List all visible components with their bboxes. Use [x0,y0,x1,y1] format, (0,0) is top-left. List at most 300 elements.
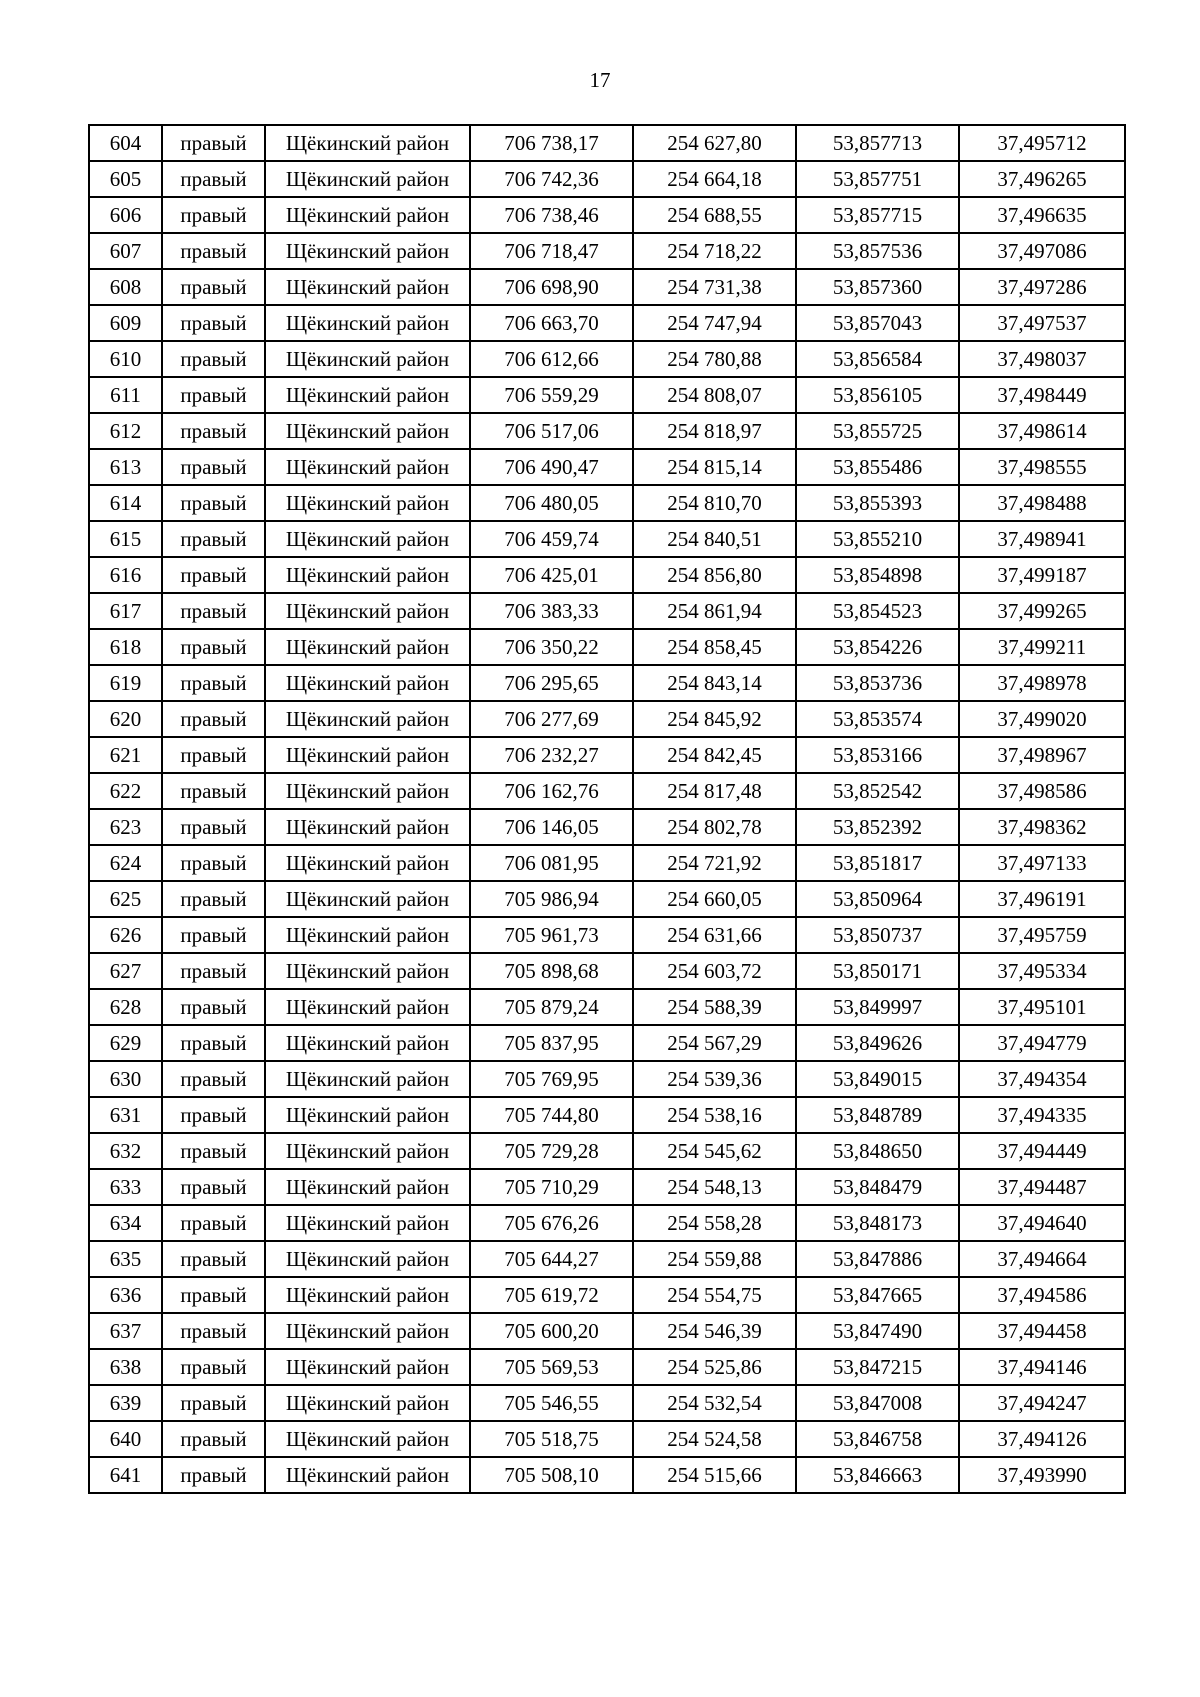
table-row [89,1349,1125,1385]
y-coordinate-cell: 254 603,72 [633,953,796,989]
point-number-cell: 616 [89,557,162,593]
table-row [89,629,1125,665]
table-row [89,1205,1125,1241]
x-coordinate-cell: 705 837,95 [470,1025,633,1061]
latitude-cell: 53,857043 [796,305,959,341]
district-cell: Щёкинский район [265,773,470,809]
bank-side-cell: правый [162,845,265,881]
y-coordinate-cell: 254 731,38 [633,269,796,305]
district-cell: Щёкинский район [265,1205,470,1241]
point-number-cell: 615 [89,521,162,557]
bank-side-cell: правый [162,1313,265,1349]
table-row [89,809,1125,845]
point-number-cell: 606 [89,197,162,233]
district-cell: Щёкинский район [265,917,470,953]
point-number-cell: 632 [89,1133,162,1169]
district-cell: Щёкинский район [265,1169,470,1205]
district-cell: Щёкинский район [265,989,470,1025]
latitude-cell: 53,848650 [796,1133,959,1169]
longitude-cell: 37,497537 [959,305,1125,341]
district-cell: Щёкинский район [265,845,470,881]
bank-side-cell: правый [162,1457,265,1493]
bank-side-cell: правый [162,125,265,161]
longitude-cell: 37,494335 [959,1097,1125,1133]
longitude-cell: 37,494354 [959,1061,1125,1097]
y-coordinate-cell: 254 554,75 [633,1277,796,1313]
latitude-cell: 53,857751 [796,161,959,197]
bank-side-cell: правый [162,881,265,917]
x-coordinate-cell: 706 146,05 [470,809,633,845]
district-cell: Щёкинский район [265,1097,470,1133]
longitude-cell: 37,498586 [959,773,1125,809]
longitude-cell: 37,497086 [959,233,1125,269]
y-coordinate-cell: 254 845,92 [633,701,796,737]
district-cell: Щёкинский район [265,341,470,377]
bank-side-cell: правый [162,557,265,593]
point-number-cell: 638 [89,1349,162,1385]
x-coordinate-cell: 706 480,05 [470,485,633,521]
x-coordinate-cell: 706 277,69 [470,701,633,737]
y-coordinate-cell: 254 780,88 [633,341,796,377]
table-row [89,881,1125,917]
table-row [89,341,1125,377]
table-row [89,197,1125,233]
bank-side-cell: правый [162,737,265,773]
bank-side-cell: правый [162,269,265,305]
y-coordinate-cell: 254 815,14 [633,449,796,485]
district-cell: Щёкинский район [265,125,470,161]
y-coordinate-cell: 254 524,58 [633,1421,796,1457]
district-cell: Щёкинский район [265,197,470,233]
table-row [89,125,1125,161]
point-number-cell: 639 [89,1385,162,1421]
y-coordinate-cell: 254 567,29 [633,1025,796,1061]
district-cell: Щёкинский район [265,737,470,773]
point-number-cell: 637 [89,1313,162,1349]
point-number-cell: 631 [89,1097,162,1133]
point-number-cell: 635 [89,1241,162,1277]
x-coordinate-cell: 706 162,76 [470,773,633,809]
district-cell: Щёкинский район [265,449,470,485]
bank-side-cell: правый [162,989,265,1025]
point-number-cell: 611 [89,377,162,413]
x-coordinate-cell: 706 383,33 [470,593,633,629]
x-coordinate-cell: 706 295,65 [470,665,633,701]
table-row [89,1169,1125,1205]
table-row [89,1025,1125,1061]
latitude-cell: 53,846663 [796,1457,959,1493]
bank-side-cell: правый [162,809,265,845]
y-coordinate-cell: 254 515,66 [633,1457,796,1493]
latitude-cell: 53,847215 [796,1349,959,1385]
latitude-cell: 53,851817 [796,845,959,881]
latitude-cell: 53,848173 [796,1205,959,1241]
longitude-cell: 37,499211 [959,629,1125,665]
latitude-cell: 53,853574 [796,701,959,737]
y-coordinate-cell: 254 539,36 [633,1061,796,1097]
latitude-cell: 53,849015 [796,1061,959,1097]
district-cell: Щёкинский район [265,377,470,413]
bank-side-cell: правый [162,449,265,485]
table-row [89,953,1125,989]
page-number: 17 [589,68,611,92]
latitude-cell: 53,853166 [796,737,959,773]
bank-side-cell: правый [162,305,265,341]
bank-side-cell: правый [162,1169,265,1205]
longitude-cell: 37,499265 [959,593,1125,629]
x-coordinate-cell: 705 676,26 [470,1205,633,1241]
longitude-cell: 37,498449 [959,377,1125,413]
longitude-cell: 37,498555 [959,449,1125,485]
table-row [89,845,1125,881]
bank-side-cell: правый [162,1277,265,1313]
longitude-cell: 37,498362 [959,809,1125,845]
y-coordinate-cell: 254 525,86 [633,1349,796,1385]
y-coordinate-cell: 254 688,55 [633,197,796,233]
y-coordinate-cell: 254 558,28 [633,1205,796,1241]
longitude-cell: 37,499020 [959,701,1125,737]
y-coordinate-cell: 254 545,62 [633,1133,796,1169]
table-row [89,1061,1125,1097]
point-number-cell: 619 [89,665,162,701]
y-coordinate-cell: 254 532,54 [633,1385,796,1421]
y-coordinate-cell: 254 631,66 [633,917,796,953]
latitude-cell: 53,857715 [796,197,959,233]
bank-side-cell: правый [162,1061,265,1097]
x-coordinate-cell: 706 612,66 [470,341,633,377]
district-cell: Щёкинский район [265,269,470,305]
table-row [89,701,1125,737]
latitude-cell: 53,856584 [796,341,959,377]
point-number-cell: 623 [89,809,162,845]
district-cell: Щёкинский район [265,161,470,197]
district-cell: Щёкинский район [265,305,470,341]
point-number-cell: 607 [89,233,162,269]
bank-side-cell: правый [162,665,265,701]
bank-side-cell: правый [162,1133,265,1169]
district-cell: Щёкинский район [265,1385,470,1421]
district-cell: Щёкинский район [265,629,470,665]
x-coordinate-cell: 706 081,95 [470,845,633,881]
y-coordinate-cell: 254 802,78 [633,809,796,845]
district-cell: Щёкинский район [265,1133,470,1169]
bank-side-cell: правый [162,953,265,989]
table-row [89,1421,1125,1457]
district-cell: Щёкинский район [265,413,470,449]
y-coordinate-cell: 254 747,94 [633,305,796,341]
point-number-cell: 612 [89,413,162,449]
x-coordinate-cell: 706 559,29 [470,377,633,413]
y-coordinate-cell: 254 856,80 [633,557,796,593]
point-number-cell: 609 [89,305,162,341]
district-cell: Щёкинский район [265,1061,470,1097]
district-cell: Щёкинский район [265,1313,470,1349]
point-number-cell: 640 [89,1421,162,1457]
y-coordinate-cell: 254 660,05 [633,881,796,917]
x-coordinate-cell: 706 738,17 [470,125,633,161]
bank-side-cell: правый [162,593,265,629]
latitude-cell: 53,847665 [796,1277,959,1313]
bank-side-cell: правый [162,413,265,449]
y-coordinate-cell: 254 858,45 [633,629,796,665]
point-number-cell: 610 [89,341,162,377]
x-coordinate-cell: 705 879,24 [470,989,633,1025]
coordinates-table [88,124,1126,1494]
x-coordinate-cell: 705 744,80 [470,1097,633,1133]
x-coordinate-cell: 706 425,01 [470,557,633,593]
y-coordinate-cell: 254 548,13 [633,1169,796,1205]
table-row [89,1241,1125,1277]
point-number-cell: 641 [89,1457,162,1493]
bank-side-cell: правый [162,485,265,521]
latitude-cell: 53,857713 [796,125,959,161]
x-coordinate-cell: 706 490,47 [470,449,633,485]
table-row [89,593,1125,629]
longitude-cell: 37,498614 [959,413,1125,449]
y-coordinate-cell: 254 810,70 [633,485,796,521]
point-number-cell: 621 [89,737,162,773]
latitude-cell: 53,848789 [796,1097,959,1133]
y-coordinate-cell: 254 664,18 [633,161,796,197]
latitude-cell: 53,847886 [796,1241,959,1277]
district-cell: Щёкинский район [265,665,470,701]
y-coordinate-cell: 254 559,88 [633,1241,796,1277]
y-coordinate-cell: 254 546,39 [633,1313,796,1349]
table-row [89,485,1125,521]
bank-side-cell: правый [162,377,265,413]
bank-side-cell: правый [162,1241,265,1277]
table-row [89,449,1125,485]
y-coordinate-cell: 254 588,39 [633,989,796,1025]
latitude-cell: 53,854523 [796,593,959,629]
latitude-cell: 53,855210 [796,521,959,557]
district-cell: Щёкинский район [265,1025,470,1061]
bank-side-cell: правый [162,1025,265,1061]
bank-side-cell: правый [162,521,265,557]
bank-side-cell: правый [162,917,265,953]
latitude-cell: 53,850171 [796,953,959,989]
point-number-cell: 613 [89,449,162,485]
latitude-cell: 53,846758 [796,1421,959,1457]
district-cell: Щёкинский район [265,953,470,989]
district-cell: Щёкинский район [265,881,470,917]
bank-side-cell: правый [162,773,265,809]
bank-side-cell: правый [162,197,265,233]
point-number-cell: 625 [89,881,162,917]
y-coordinate-cell: 254 718,22 [633,233,796,269]
y-coordinate-cell: 254 818,97 [633,413,796,449]
table-row [89,989,1125,1025]
table-row [89,377,1125,413]
longitude-cell: 37,495101 [959,989,1125,1025]
x-coordinate-cell: 705 729,28 [470,1133,633,1169]
table-row [89,1097,1125,1133]
longitude-cell: 37,498967 [959,737,1125,773]
x-coordinate-cell: 705 961,73 [470,917,633,953]
district-cell: Щёкинский район [265,1277,470,1313]
point-number-cell: 626 [89,917,162,953]
y-coordinate-cell: 254 843,14 [633,665,796,701]
latitude-cell: 53,853736 [796,665,959,701]
x-coordinate-cell: 706 698,90 [470,269,633,305]
point-number-cell: 618 [89,629,162,665]
longitude-cell: 37,495334 [959,953,1125,989]
longitude-cell: 37,496635 [959,197,1125,233]
x-coordinate-cell: 705 619,72 [470,1277,633,1313]
longitude-cell: 37,493990 [959,1457,1125,1493]
longitude-cell: 37,499187 [959,557,1125,593]
district-cell: Щёкинский район [265,1421,470,1457]
table-row [89,1277,1125,1313]
x-coordinate-cell: 706 738,46 [470,197,633,233]
point-number-cell: 627 [89,953,162,989]
point-number-cell: 629 [89,1025,162,1061]
latitude-cell: 53,855725 [796,413,959,449]
x-coordinate-cell: 705 986,94 [470,881,633,917]
longitude-cell: 37,494487 [959,1169,1125,1205]
district-cell: Щёкинский район [265,485,470,521]
table-row [89,413,1125,449]
table-row [89,557,1125,593]
latitude-cell: 53,850964 [796,881,959,917]
latitude-cell: 53,855486 [796,449,959,485]
x-coordinate-cell: 706 350,22 [470,629,633,665]
longitude-cell: 37,494247 [959,1385,1125,1421]
y-coordinate-cell: 254 538,16 [633,1097,796,1133]
bank-side-cell: правый [162,629,265,665]
table-row [89,773,1125,809]
y-coordinate-cell: 254 721,92 [633,845,796,881]
longitude-cell: 37,494664 [959,1241,1125,1277]
table-row [89,737,1125,773]
bank-side-cell: правый [162,1421,265,1457]
latitude-cell: 53,855393 [796,485,959,521]
latitude-cell: 53,850737 [796,917,959,953]
point-number-cell: 622 [89,773,162,809]
longitude-cell: 37,497286 [959,269,1125,305]
x-coordinate-cell: 706 663,70 [470,305,633,341]
x-coordinate-cell: 706 742,36 [470,161,633,197]
district-cell: Щёкинский район [265,809,470,845]
longitude-cell: 37,497133 [959,845,1125,881]
point-number-cell: 617 [89,593,162,629]
point-number-cell: 624 [89,845,162,881]
longitude-cell: 37,495759 [959,917,1125,953]
longitude-cell: 37,496265 [959,161,1125,197]
bank-side-cell: правый [162,233,265,269]
x-coordinate-cell: 705 898,68 [470,953,633,989]
district-cell: Щёкинский район [265,701,470,737]
y-coordinate-cell: 254 817,48 [633,773,796,809]
longitude-cell: 37,494449 [959,1133,1125,1169]
latitude-cell: 53,856105 [796,377,959,413]
x-coordinate-cell: 706 718,47 [470,233,633,269]
bank-side-cell: правый [162,161,265,197]
x-coordinate-cell: 706 232,27 [470,737,633,773]
point-number-cell: 604 [89,125,162,161]
table-row [89,1313,1125,1349]
district-cell: Щёкинский район [265,521,470,557]
district-cell: Щёкинский район [265,233,470,269]
y-coordinate-cell: 254 808,07 [633,377,796,413]
bank-side-cell: правый [162,1349,265,1385]
district-cell: Щёкинский район [265,1241,470,1277]
table-row [89,1457,1125,1493]
x-coordinate-cell: 705 546,55 [470,1385,633,1421]
longitude-cell: 37,498037 [959,341,1125,377]
bank-side-cell: правый [162,1385,265,1421]
x-coordinate-cell: 705 508,10 [470,1457,633,1493]
x-coordinate-cell: 706 517,06 [470,413,633,449]
latitude-cell: 53,854226 [796,629,959,665]
longitude-cell: 37,494640 [959,1205,1125,1241]
longitude-cell: 37,495712 [959,125,1125,161]
table-row [89,269,1125,305]
latitude-cell: 53,849626 [796,1025,959,1061]
x-coordinate-cell: 705 769,95 [470,1061,633,1097]
district-cell: Щёкинский район [265,593,470,629]
table-row [89,917,1125,953]
latitude-cell: 53,848479 [796,1169,959,1205]
point-number-cell: 630 [89,1061,162,1097]
district-cell: Щёкинский район [265,1349,470,1385]
x-coordinate-cell: 705 710,29 [470,1169,633,1205]
longitude-cell: 37,498488 [959,485,1125,521]
point-number-cell: 620 [89,701,162,737]
bank-side-cell: правый [162,341,265,377]
bank-side-cell: правый [162,1097,265,1133]
x-coordinate-cell: 705 569,53 [470,1349,633,1385]
y-coordinate-cell: 254 627,80 [633,125,796,161]
x-coordinate-cell: 705 600,20 [470,1313,633,1349]
latitude-cell: 53,852542 [796,773,959,809]
y-coordinate-cell: 254 861,94 [633,593,796,629]
latitude-cell: 53,857536 [796,233,959,269]
point-number-cell: 605 [89,161,162,197]
latitude-cell: 53,849997 [796,989,959,1025]
table-row [89,665,1125,701]
x-coordinate-cell: 705 518,75 [470,1421,633,1457]
coordinates-table-body [89,125,1125,1493]
district-cell: Щёкинский район [265,557,470,593]
longitude-cell: 37,494126 [959,1421,1125,1457]
longitude-cell: 37,498941 [959,521,1125,557]
y-coordinate-cell: 254 840,51 [633,521,796,557]
longitude-cell: 37,494458 [959,1313,1125,1349]
table-row [89,1133,1125,1169]
point-number-cell: 608 [89,269,162,305]
longitude-cell: 37,494779 [959,1025,1125,1061]
point-number-cell: 634 [89,1205,162,1241]
latitude-cell: 53,847008 [796,1385,959,1421]
point-number-cell: 628 [89,989,162,1025]
y-coordinate-cell: 254 842,45 [633,737,796,773]
latitude-cell: 53,857360 [796,269,959,305]
longitude-cell: 37,498978 [959,665,1125,701]
point-number-cell: 633 [89,1169,162,1205]
point-number-cell: 636 [89,1277,162,1313]
longitude-cell: 37,494586 [959,1277,1125,1313]
x-coordinate-cell: 705 644,27 [470,1241,633,1277]
bank-side-cell: правый [162,701,265,737]
table-row [89,233,1125,269]
latitude-cell: 53,852392 [796,809,959,845]
bank-side-cell: правый [162,1205,265,1241]
district-cell: Щёкинский район [265,1457,470,1493]
x-coordinate-cell: 706 459,74 [470,521,633,557]
table-row [89,1385,1125,1421]
table-row [89,305,1125,341]
